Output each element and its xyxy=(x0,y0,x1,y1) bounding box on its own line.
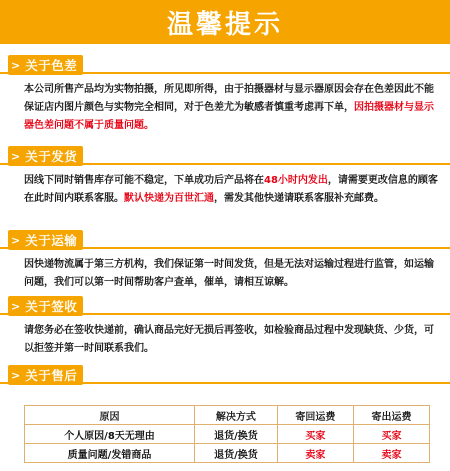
body-text: 因快递物流属于第三方机构，我们保证第一时间发货，但是无法对运输过程进行监管，如运输问题，我们可以第一时间帮助客户查单，催单，请相互谅解。 xyxy=(24,259,434,288)
chevron-right-icon: > xyxy=(11,299,21,313)
section-heading-color xyxy=(8,55,83,75)
section-heading-box xyxy=(8,365,83,385)
table-cell: 卖家 xyxy=(353,444,429,463)
column-header: 解决方式 xyxy=(195,406,278,425)
section-heading-label: 关于签收 xyxy=(25,299,78,314)
column-header: 寄回运费 xyxy=(277,406,353,425)
body-text: 因线下同时销售库存可能不稳定，下单成功后产品将在 xyxy=(24,175,264,186)
chevron-right-icon: > xyxy=(11,368,21,382)
section-text-color xyxy=(24,81,438,135)
section-text-shipping xyxy=(24,172,438,208)
banner-title: 温馨提示 xyxy=(166,9,283,40)
table-row xyxy=(25,425,430,444)
section-heading-box xyxy=(8,55,83,75)
section-heading-box xyxy=(8,230,83,250)
chevron-right-icon: > xyxy=(11,58,21,72)
highlight-text: 48小时内发出 xyxy=(264,175,328,186)
section-heading-signing xyxy=(8,296,83,316)
section-heading-label: 关于发货 xyxy=(25,149,78,164)
table-header-row xyxy=(25,406,430,425)
section-heading-label: 关于运输 xyxy=(25,233,78,248)
section-heading-transport xyxy=(8,230,83,250)
table-cell: 个人原因/8天无理由 xyxy=(25,425,195,444)
aftersale-table xyxy=(24,405,430,463)
table-cell: 退货/换货 xyxy=(195,425,278,444)
body-text: ，需发其他快递请联系客服补充邮费。 xyxy=(214,193,384,204)
section-heading-label: 关于色差 xyxy=(25,58,78,73)
section-heading-box xyxy=(8,146,83,166)
body-text: 本公司所售产品均为实物拍摄，所见即所得，由于拍摄器材与显示器原因会存在色差因此不能保证店内图片颜色与实物完全相同，对于色差尤为敏感者慎重考虑再下单， xyxy=(24,84,434,113)
section-heading-shipping xyxy=(8,146,83,166)
table-cell: 卖家 xyxy=(277,444,353,463)
body-text: ，请需要更改信息的顾客在此时间内联系客服。 xyxy=(24,175,438,204)
table-cell: 买家 xyxy=(277,425,353,444)
body-text: 请您务必在签收快递前，确认商品完好无损后再签收，如检验商品过程中发现缺货、少货，可以拒签并第一时间联系我们。 xyxy=(24,325,434,354)
title-banner xyxy=(0,0,450,44)
column-header: 原因 xyxy=(25,406,195,425)
chevron-right-icon: > xyxy=(11,233,21,247)
table-cell: 买家 xyxy=(353,425,429,444)
section-heading-box xyxy=(8,296,83,316)
section-heading-aftersale xyxy=(8,365,83,385)
section-text-transport xyxy=(24,256,438,292)
table-row xyxy=(25,444,430,463)
highlight-text: 默认快递为百世汇通 xyxy=(124,193,214,204)
section-text-signing xyxy=(24,322,438,358)
table-cell: 质量问题/发错商品 xyxy=(25,444,195,463)
table-cell: 退货/换货 xyxy=(195,444,278,463)
column-header: 寄出运费 xyxy=(353,406,429,425)
chevron-right-icon: > xyxy=(11,149,21,163)
highlight-text: 因拍摄器材与显示器色差问题不属于质量问题。 xyxy=(24,102,434,131)
section-heading-label: 关于售后 xyxy=(25,368,78,383)
